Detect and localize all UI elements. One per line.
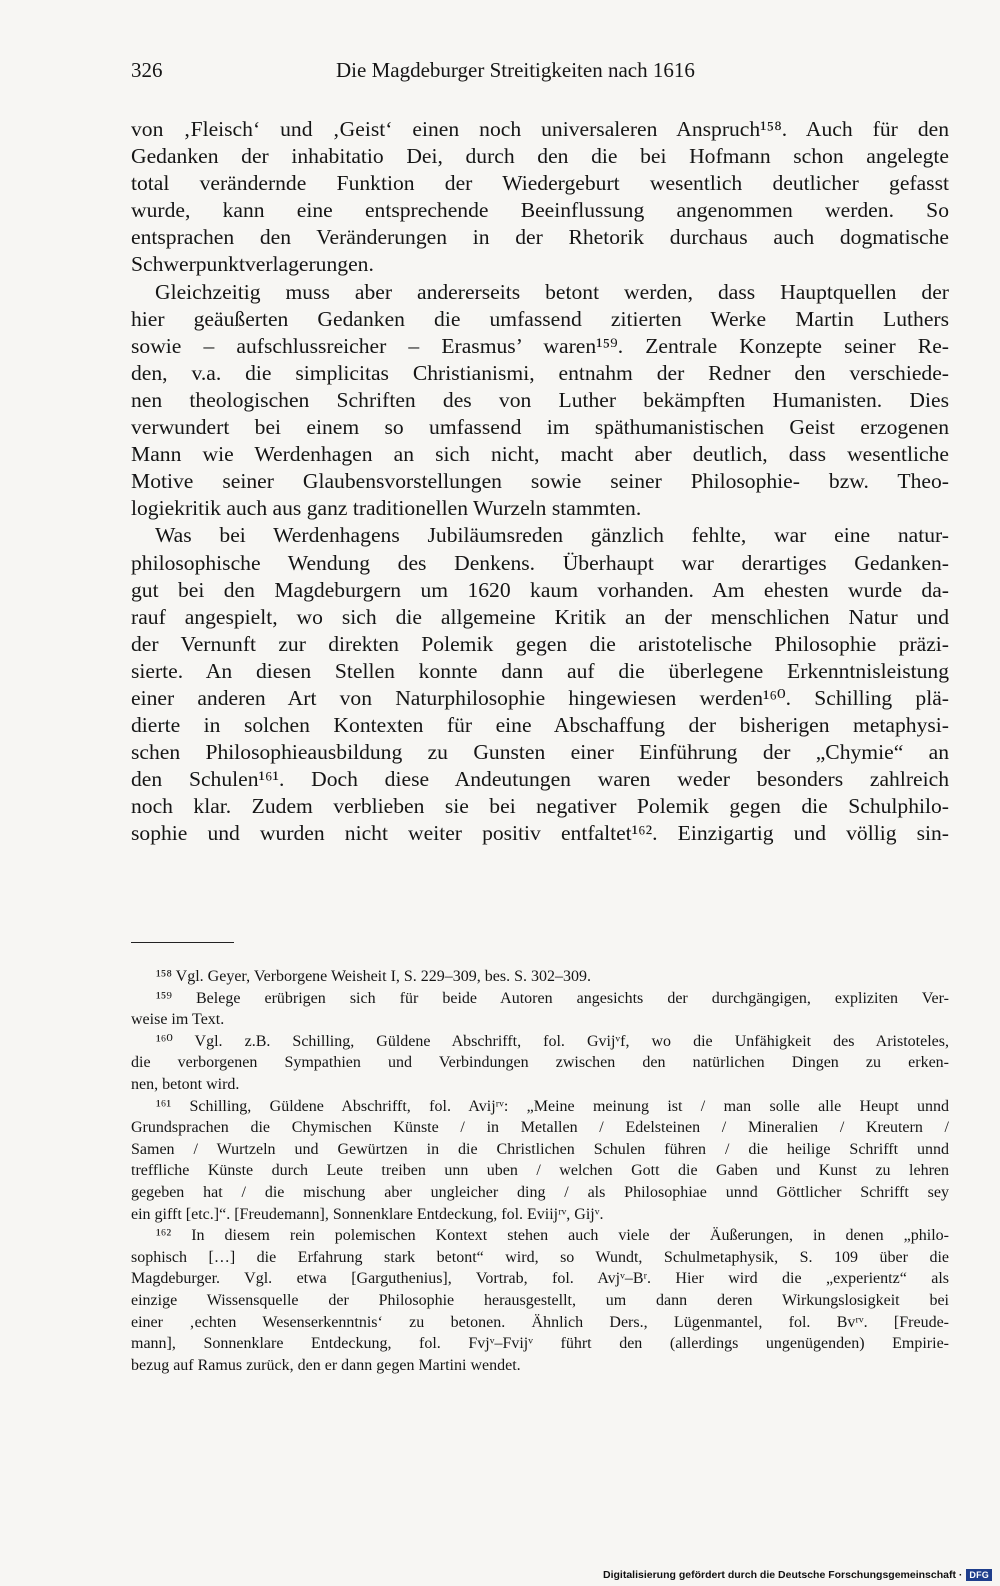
footnote-line: die verborgenen Sympathien und Verbindungen zwischen den natürlichen Dingen zu erken-: [131, 1054, 949, 1072]
body-line: dierte in solchen Kontexten für eine Abschaffung der bisherigen metaphysi-: [131, 713, 949, 738]
page-header: [131, 58, 949, 88]
body-line: Was bei Werdenhagens Jubiläumsreden gänzlich fehlte, war eine natur-: [155, 523, 949, 548]
body-line: schen Philosophieausbildung zu Gunsten einer Einführung der „Chymie“ an: [131, 740, 949, 765]
footnote-line: bezug auf Ramus zurück, den er dann gegen Martini wendet.: [131, 1356, 521, 1374]
footnote-line: ein gifft [etc.]“. [Freudemann], Sonnenklare Entdeckung, fol. Eviijʳᵛ, Gijᵛ.: [131, 1205, 604, 1223]
body-text: [131, 116, 949, 848]
body-line: logiekritik auch aus ganz traditionellen Wurzeln stammten.: [131, 496, 642, 521]
footnote-line: einer ‚echten Wesenserkenntnis‘ zu betonen. Ähnlich Ders., Lügenmantel, fol. Bvʳᵛ. [Freude-: [131, 1313, 949, 1331]
body-line: der Vernunft zur direkten Polemik gegen die aristotelische Philosophie präzi-: [131, 631, 949, 656]
body-line: entsprachen den Veränderungen in der Rhetorik durchaus auch dogmatische: [131, 225, 949, 250]
body-line: Gleichzeitig muss aber andererseits betont werden, dass Hauptquellen der: [155, 279, 949, 304]
body-line: Motive seiner Glaubensvorstellungen sowie seiner Philosophie- bzw. Theo-: [131, 469, 949, 494]
body-line: gut bei den Magdeburgern um 1620 kaum vorhanden. Am ehesten wurde da-: [131, 577, 949, 602]
body-line: verwundert bei einem so umfassend im späthumanistischen Geist erzogenen: [131, 415, 949, 440]
footer-credit: Digitalisierung gefördert durch die Deutsche Forschungsgemeinschaft ·: [603, 1568, 963, 1581]
body-line: sierte. An diesen Stellen konnte dann auf die überlegene Erkenntnisleistung: [131, 658, 949, 683]
body-line: sowie – aufschlussreicher – Erasmus’ waren¹⁵⁹. Zentrale Konzepte seiner Re-: [131, 333, 949, 358]
running-head: Die Magdeburger Streitigkeiten nach 1616: [336, 58, 695, 82]
footnote-line: ¹⁵⁸ Vgl. Geyer, Verborgene Weisheit I, S. 229–309, bes. S. 302–309.: [156, 968, 592, 985]
footnote-separator: [131, 942, 234, 943]
footnote-line: ¹⁶² In diesem rein polemischen Kontext stehen auch viele der Äußerungen, in denen „philo-: [156, 1227, 949, 1245]
body-line: philosophische Wendung des Denkens. Überhaupt war derartiges Gedanken-: [131, 550, 949, 575]
footnote-line: weise im Text.: [131, 1011, 225, 1029]
footnote-line: ¹⁶¹ Schilling, Güldene Abschrifft, fol. Avijʳᵛ: „Meine meinung ist / man solle alle Heupt unnd: [156, 1097, 949, 1115]
body-line: noch klar. Zudem verblieben sie bei negativer Polemik gegen die Schulphilo-: [131, 794, 949, 819]
body-line: rauf angespielt, wo sich die allgemeine Kritik an der menschlichen Natur und: [131, 604, 949, 629]
footnote-line: Magdeburger. Vgl. etwa [Garguthenius], Vortrab, fol. Avjᵛ–Bʳ. Hier wird die „experientz“ als: [131, 1270, 949, 1288]
footnote-line: einzige Wissensquelle der Philosophie herausgestellt, um dann deren Wirkungslosigkeit bei: [131, 1291, 949, 1309]
body-line: total verändernde Funktion der Wiedergeburt wesentlich deutlicher gefasst: [131, 171, 949, 196]
footnote-line: treffliche Künste durch Leute treiben unn uben / welchen Gott die Gaben und Kunst zu lehren: [131, 1162, 949, 1180]
body-line: Schwerpunktverlagerungen.: [131, 252, 374, 277]
footnote-line: gegeben hat / die mischung aber ungleicher ding / als Philosophiae unnd Göttlicher Schrifft sey: [131, 1183, 949, 1201]
body-line: den, v.a. die simplicitas Christianismi, entnahm der Redner den verschiede-: [131, 360, 949, 385]
digitization-footer: [603, 1566, 992, 1583]
footnotes: [131, 966, 949, 1376]
page-number: 326: [131, 58, 163, 82]
dfg-logo: DFG: [966, 1569, 992, 1581]
body-line: von ‚Fleisch‘ und ‚Geist‘ einen noch universaleren Anspruch¹⁵⁸. Auch für den: [131, 117, 949, 141]
footnote-line: ¹⁵⁹ Belege erübrigen sich für beide Autoren angesichts der durchgängigen, expliziten Ver-: [156, 989, 949, 1007]
footnote-line: ¹⁶⁰ Vgl. z.B. Schilling, Güldene Abschrifft, fol. Gvijᵛf, wo die Unfähigkeit des Aristoteles,: [156, 1032, 949, 1050]
body-line: einer anderen Art von Naturphilosophie hingewiesen werden¹⁶⁰. Schilling plä-: [131, 685, 949, 710]
body-line: sophie und wurden nicht weiter positiv entfaltet¹⁶². Einzigartig und völlig sin-: [131, 821, 949, 846]
body-line: den Schulen¹⁶¹. Doch diese Andeutungen waren weder besonders zahlreich: [131, 767, 949, 792]
footnote-line: sophisch […] die Erfahrung stark betont“ wird, so Wundt, Schulmetaphysik, S. 109 über die: [131, 1248, 949, 1266]
body-line: hier geäußerten Gedanken die umfassend zitierten Werke Martin Luthers: [131, 306, 949, 331]
footnote-line: nen, betont wird.: [131, 1075, 240, 1093]
body-line: Gedanken der inhabitatio Dei, durch den die bei Hofmann schon angelegte: [131, 144, 949, 169]
body-line: nen theologischen Schriften des von Luther bekämpften Humanisten. Dies: [131, 387, 949, 412]
footnote-line: Samen / Wurtzeln und Gewürtzen in die Christlichen Schulen führen / die heilige Schrifft unnd: [131, 1140, 949, 1158]
body-line: wurde, kann eine entsprechende Beeinflussung angenommen werden. So: [131, 198, 949, 223]
footnote-line: mann], Sonnenklare Entdeckung, fol. Fvjᵛ–Fvijᵛ führt den (allerdings ungenügenden) Empirie-: [131, 1335, 949, 1353]
footnote-line: Grundsprachen die Chymischen Künste / in Metallen / Edelsteinen / Mineralien / Kreutern /: [131, 1119, 949, 1137]
body-line: Mann wie Werdenhagen an sich nicht, macht aber deutlich, dass wesentliche: [131, 442, 949, 467]
